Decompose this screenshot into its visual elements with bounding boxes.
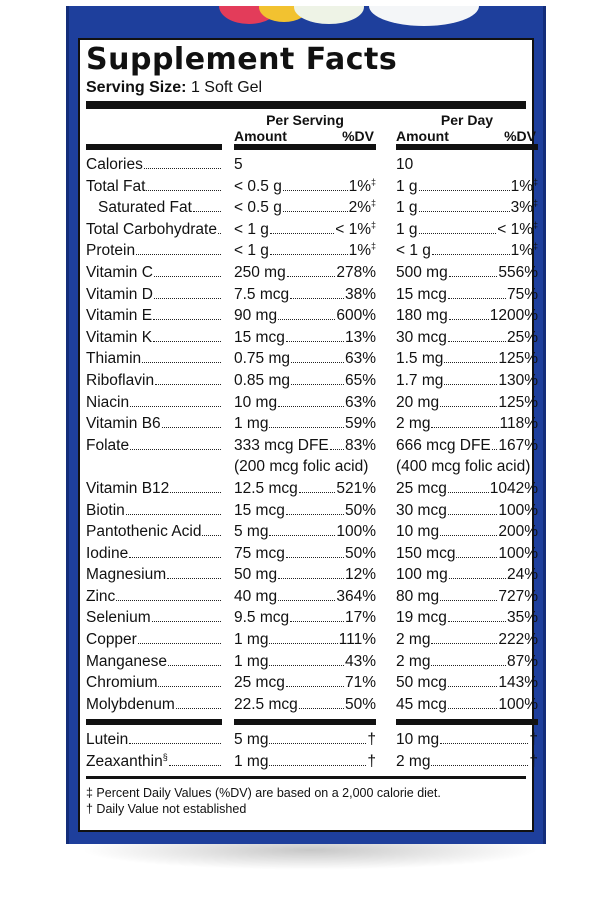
nutrient-name: Copper: [86, 629, 222, 651]
nutrient-row: [86, 651, 538, 673]
per-day-header: [396, 112, 538, 144]
nutrient-name: Protein: [86, 240, 222, 262]
serv-value: < 1 g 1%‡: [234, 241, 376, 260]
nutrient-name: Vitamin K: [86, 327, 222, 349]
serv-value: 12.5 mcg 521%: [234, 479, 376, 497]
nutrient-row: [86, 751, 538, 773]
nutrient-row: [86, 729, 538, 751]
nutrient-row: [86, 694, 538, 716]
serv-value: 40 mg 364%: [234, 587, 376, 605]
amount-label: Amount: [234, 128, 287, 144]
nutrient-name: Magnesium: [86, 564, 222, 586]
section-rule: [86, 719, 526, 725]
column-header: [86, 112, 536, 144]
nutrient-row: [86, 478, 538, 500]
serv-value: 10 mg 63%: [234, 393, 376, 411]
supplement-facts-panel: [78, 38, 538, 832]
nutrient-row: [86, 435, 538, 478]
nutrient-row: [86, 607, 538, 629]
day-value: 2 mg 222%: [396, 631, 538, 649]
nutrient-row: [86, 240, 538, 262]
day-value: 1.7 mg 130%: [396, 371, 538, 389]
day-value: 1.5 mg 125%: [396, 350, 538, 368]
nutrient-name: Vitamin B6: [86, 413, 222, 435]
footnote: ‡ Percent Daily Values (%DV) are based on a 2,000 calorie diet.: [86, 785, 441, 800]
serv-value: 75 mcg 50%: [234, 544, 376, 562]
nutrient-row: [86, 370, 538, 392]
nutrient-name: Saturated Fat: [86, 197, 222, 219]
day-value: 2 mg †: [396, 753, 538, 771]
footnote-rule: [86, 776, 526, 779]
footnote: † Daily Value not established: [86, 801, 247, 816]
nutrient-name: Vitamin E: [86, 305, 222, 327]
serv-value: 250 mg 278%: [234, 263, 376, 281]
day-value: 45 mcg 100%: [396, 695, 538, 713]
per-serving-header: [234, 112, 376, 144]
serv-value: 15 mcg 13%: [234, 328, 376, 346]
day-value: 2 mg 87%: [396, 652, 538, 670]
dv-label: %DV: [504, 128, 536, 144]
day-value: 500 mg 556%: [396, 263, 538, 281]
per-serving-label: Per Serving: [266, 112, 344, 128]
serv-value: 5: [234, 156, 243, 173]
nutrient-name: Folate: [86, 435, 222, 478]
nutrient-row: [86, 392, 538, 414]
serv-value: 25 mcg 71%: [234, 674, 376, 692]
nutrient-name: Molybdenum: [86, 694, 222, 716]
nutrient-row: [86, 154, 526, 176]
nutrient-row: [86, 219, 538, 241]
nutrient-name: Total Carbohydrate: [86, 219, 222, 241]
day-value: 19 mcg 35%: [396, 609, 538, 627]
nutrient-table: [86, 154, 538, 715]
nutrient-name: Iodine: [86, 543, 222, 565]
nutrient-name: Manganese: [86, 651, 222, 673]
package-artwork: [69, 6, 543, 36]
serv-value: 7.5 mcg 38%: [234, 285, 376, 303]
serv-value: 1 mg †: [234, 753, 376, 771]
dv-label: %DV: [342, 128, 374, 144]
serv-value: 22.5 mcg 50%: [234, 695, 376, 713]
serv-value: 333 mcg DFE 83% (200 mcg folic acid): [234, 435, 376, 478]
day-value: 15 mcg 75%: [396, 285, 538, 303]
serv-value: 5 mg †: [234, 731, 376, 749]
other-ingredients-table: [86, 729, 538, 772]
serv-value: 90 mg 600%: [234, 307, 376, 325]
day-value: 20 mg 125%: [396, 393, 538, 411]
nutrient-name: Zeaxanthin§: [86, 751, 222, 773]
serving-size: [86, 79, 526, 97]
serv-value: 1 mg 43%: [234, 652, 376, 670]
day-value: 2 mg 118%: [396, 415, 538, 433]
thick-rule: [86, 101, 526, 109]
nutrient-row: [86, 672, 538, 694]
nutrient-row: [86, 564, 538, 586]
nutrient-row: [86, 262, 538, 284]
amount-label: Amount: [396, 128, 449, 144]
day-value: 180 mg 1200%: [396, 307, 538, 325]
nutrient-name: Total Fat: [86, 176, 222, 198]
nutrient-name: Riboflavin: [86, 370, 222, 392]
nutrient-name: Vitamin B12: [86, 478, 222, 500]
nutrient-row: [86, 284, 538, 306]
serv-value: 1 mg 59%: [234, 415, 376, 433]
day-value: 1 g 1%‡: [396, 176, 538, 195]
nutrient-name: Pantothenic Acid: [86, 521, 222, 543]
nutrient-name: Calories: [86, 154, 222, 176]
day-value: 10: [396, 156, 414, 173]
serv-value: 15 mcg 50%: [234, 501, 376, 519]
nutrient-row: [86, 176, 538, 198]
nutrient-row: [86, 348, 538, 370]
day-value: < 1 g 1%‡: [396, 241, 538, 260]
day-value: 30 mcg 25%: [396, 328, 538, 346]
nutrient-name: Zinc: [86, 586, 222, 608]
serving-size-value: 1 Soft Gel: [190, 79, 263, 96]
day-value: 1 g 3%‡: [396, 198, 538, 217]
serv-value: 5 mg 100%: [234, 523, 376, 541]
day-value: 50 mcg 143%: [396, 674, 538, 692]
day-value: 30 mcg 100%: [396, 501, 538, 519]
day-value: 1 g < 1%‡: [396, 219, 538, 238]
nutrient-row: [86, 327, 538, 349]
footnotes: [86, 785, 526, 817]
folic-acid-note: (200 mcg folic acid): [234, 458, 369, 476]
nutrient-name: Biotin: [86, 500, 222, 522]
nutrient-name: Lutein: [86, 729, 222, 751]
folic-acid-note: (400 mcg folic acid): [396, 458, 531, 476]
header-rule: [86, 144, 526, 150]
nutrient-name: Selenium: [86, 607, 222, 629]
nutrient-row: [86, 521, 538, 543]
serv-value: < 0.5 g 2%‡: [234, 198, 376, 217]
serv-value: 0.85 mg 65%: [234, 371, 376, 389]
serv-value: < 0.5 g 1%‡: [234, 176, 376, 195]
day-value: 80 mg 727%: [396, 587, 538, 605]
serv-value: 0.75 mg 63%: [234, 350, 376, 368]
nutrient-name: Niacin: [86, 392, 222, 414]
serv-value: 9.5 mcg 17%: [234, 609, 376, 627]
nutrient-row: [86, 629, 538, 651]
day-value: 10 mg †: [396, 731, 538, 749]
nutrient-name: Vitamin D: [86, 284, 222, 306]
nutrient-name: Thiamin: [86, 348, 222, 370]
nutrient-row: [86, 305, 538, 327]
serving-size-label: Serving Size:: [86, 79, 187, 96]
panel-title: Supplement Facts: [86, 42, 398, 77]
nutrient-row: [86, 413, 538, 435]
nutrient-row: [86, 197, 538, 219]
serv-value: 50 mg 12%: [234, 566, 376, 584]
nutrient-name: Vitamin C: [86, 262, 222, 284]
day-value: 150 mcg 100%: [396, 544, 538, 562]
nutrient-name: Chromium: [86, 672, 222, 694]
day-value: 25 mcg 1042%: [396, 479, 538, 497]
nutrient-row: [86, 500, 538, 522]
day-value: 100 mg 24%: [396, 566, 538, 584]
nutrient-row: [86, 586, 538, 608]
day-value: 10 mg 200%: [396, 523, 538, 541]
serv-value: < 1 g < 1%‡: [234, 219, 376, 238]
serv-value: 1 mg 111%: [234, 631, 376, 649]
day-value: 666 mcg DFE 167% (400 mcg folic acid): [396, 435, 538, 478]
nutrient-row: [86, 543, 538, 565]
per-day-label: Per Day: [440, 112, 494, 128]
